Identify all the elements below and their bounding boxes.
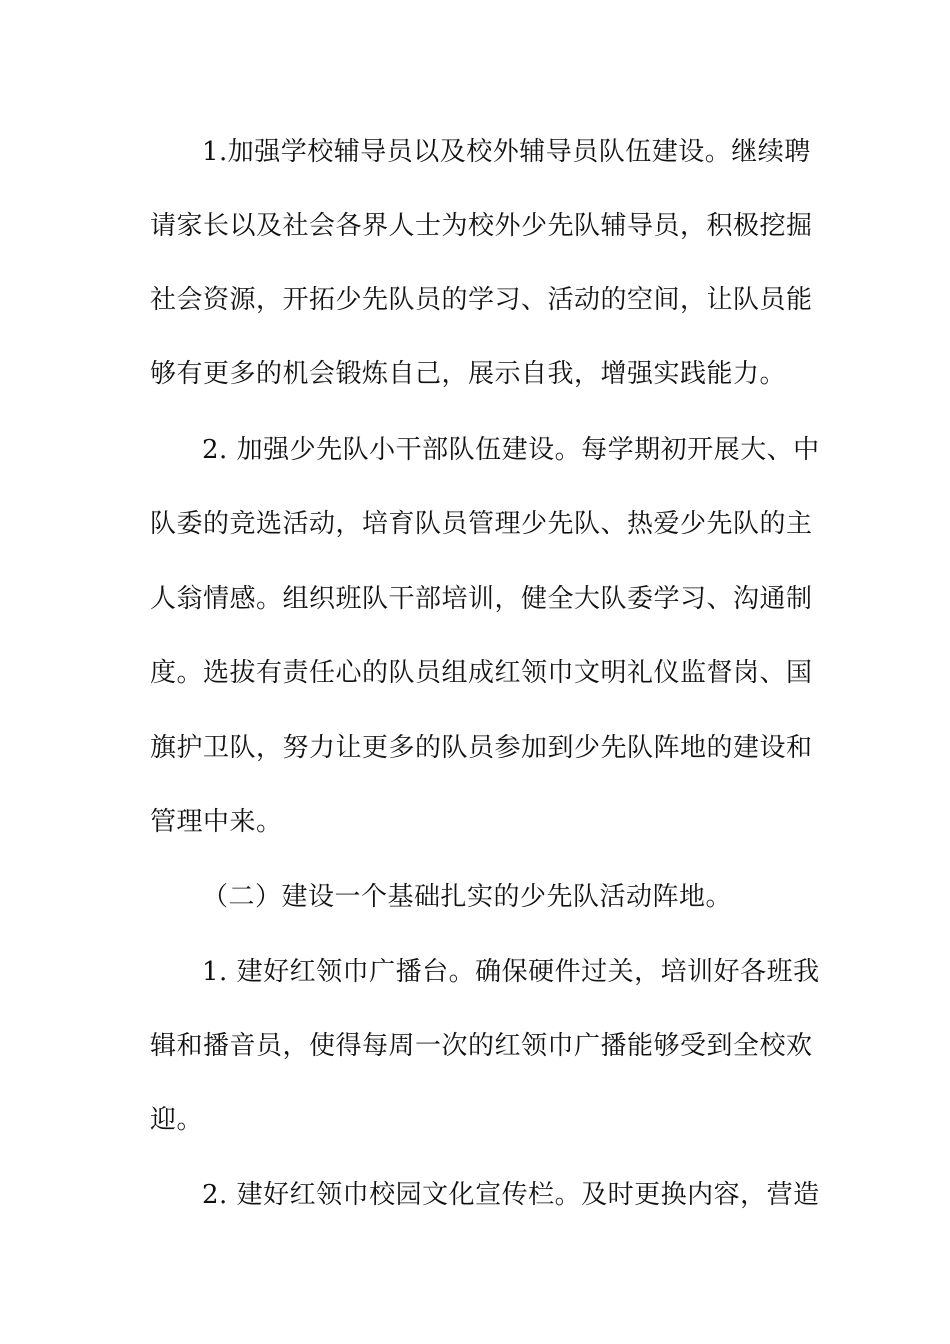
- paragraph-line: 1.加强学校辅导员以及校外辅导员队伍建设。继续聘: [202, 137, 811, 167]
- paragraph-line: 度。选拔有责任心的队员组成红领巾文明礼仪监督岗、国: [150, 658, 813, 688]
- paragraph-line: 2. 建好红领巾校园文化宣传栏。及时更换内容，营造: [202, 1180, 820, 1210]
- paragraph-line: 够有更多的机会锻炼自己，展示自我，增强实践能力。: [150, 359, 787, 389]
- paragraph-line: 辑和播音员，使得每周一次的红领巾广播能够受到全校欢: [150, 1031, 813, 1061]
- paragraph-line: 2. 加强少先队小干部队伍建设。每学期初开展大、中: [202, 435, 820, 465]
- paragraph-line: 队委的竞选活动，培育队员管理少先队、热爱少先队的主: [150, 509, 813, 539]
- paragraph-line: 请家长以及社会各界人士为校外少先队辅导员，积极挖掘: [150, 211, 813, 241]
- paragraph-line: 管理中来。: [150, 807, 283, 837]
- paragraph-line: 旗护卫队，努力让更多的队员参加到少先队阵地的建设和: [150, 733, 813, 763]
- paragraph-line: 迎。: [150, 1105, 204, 1135]
- section-heading: （二）建设一个基础扎实的少先队活动阵地。: [202, 882, 733, 912]
- paragraph-line: 人翁情感。组织班队干部培训，健全大队委学习、沟通制: [150, 584, 813, 614]
- paragraph-line: 1. 建好红领巾广播台。确保硬件过关，培训好各班我: [202, 957, 820, 987]
- paragraph-line: 社会资源，开拓少先队员的学习、活动的空间，让队员能: [150, 285, 813, 315]
